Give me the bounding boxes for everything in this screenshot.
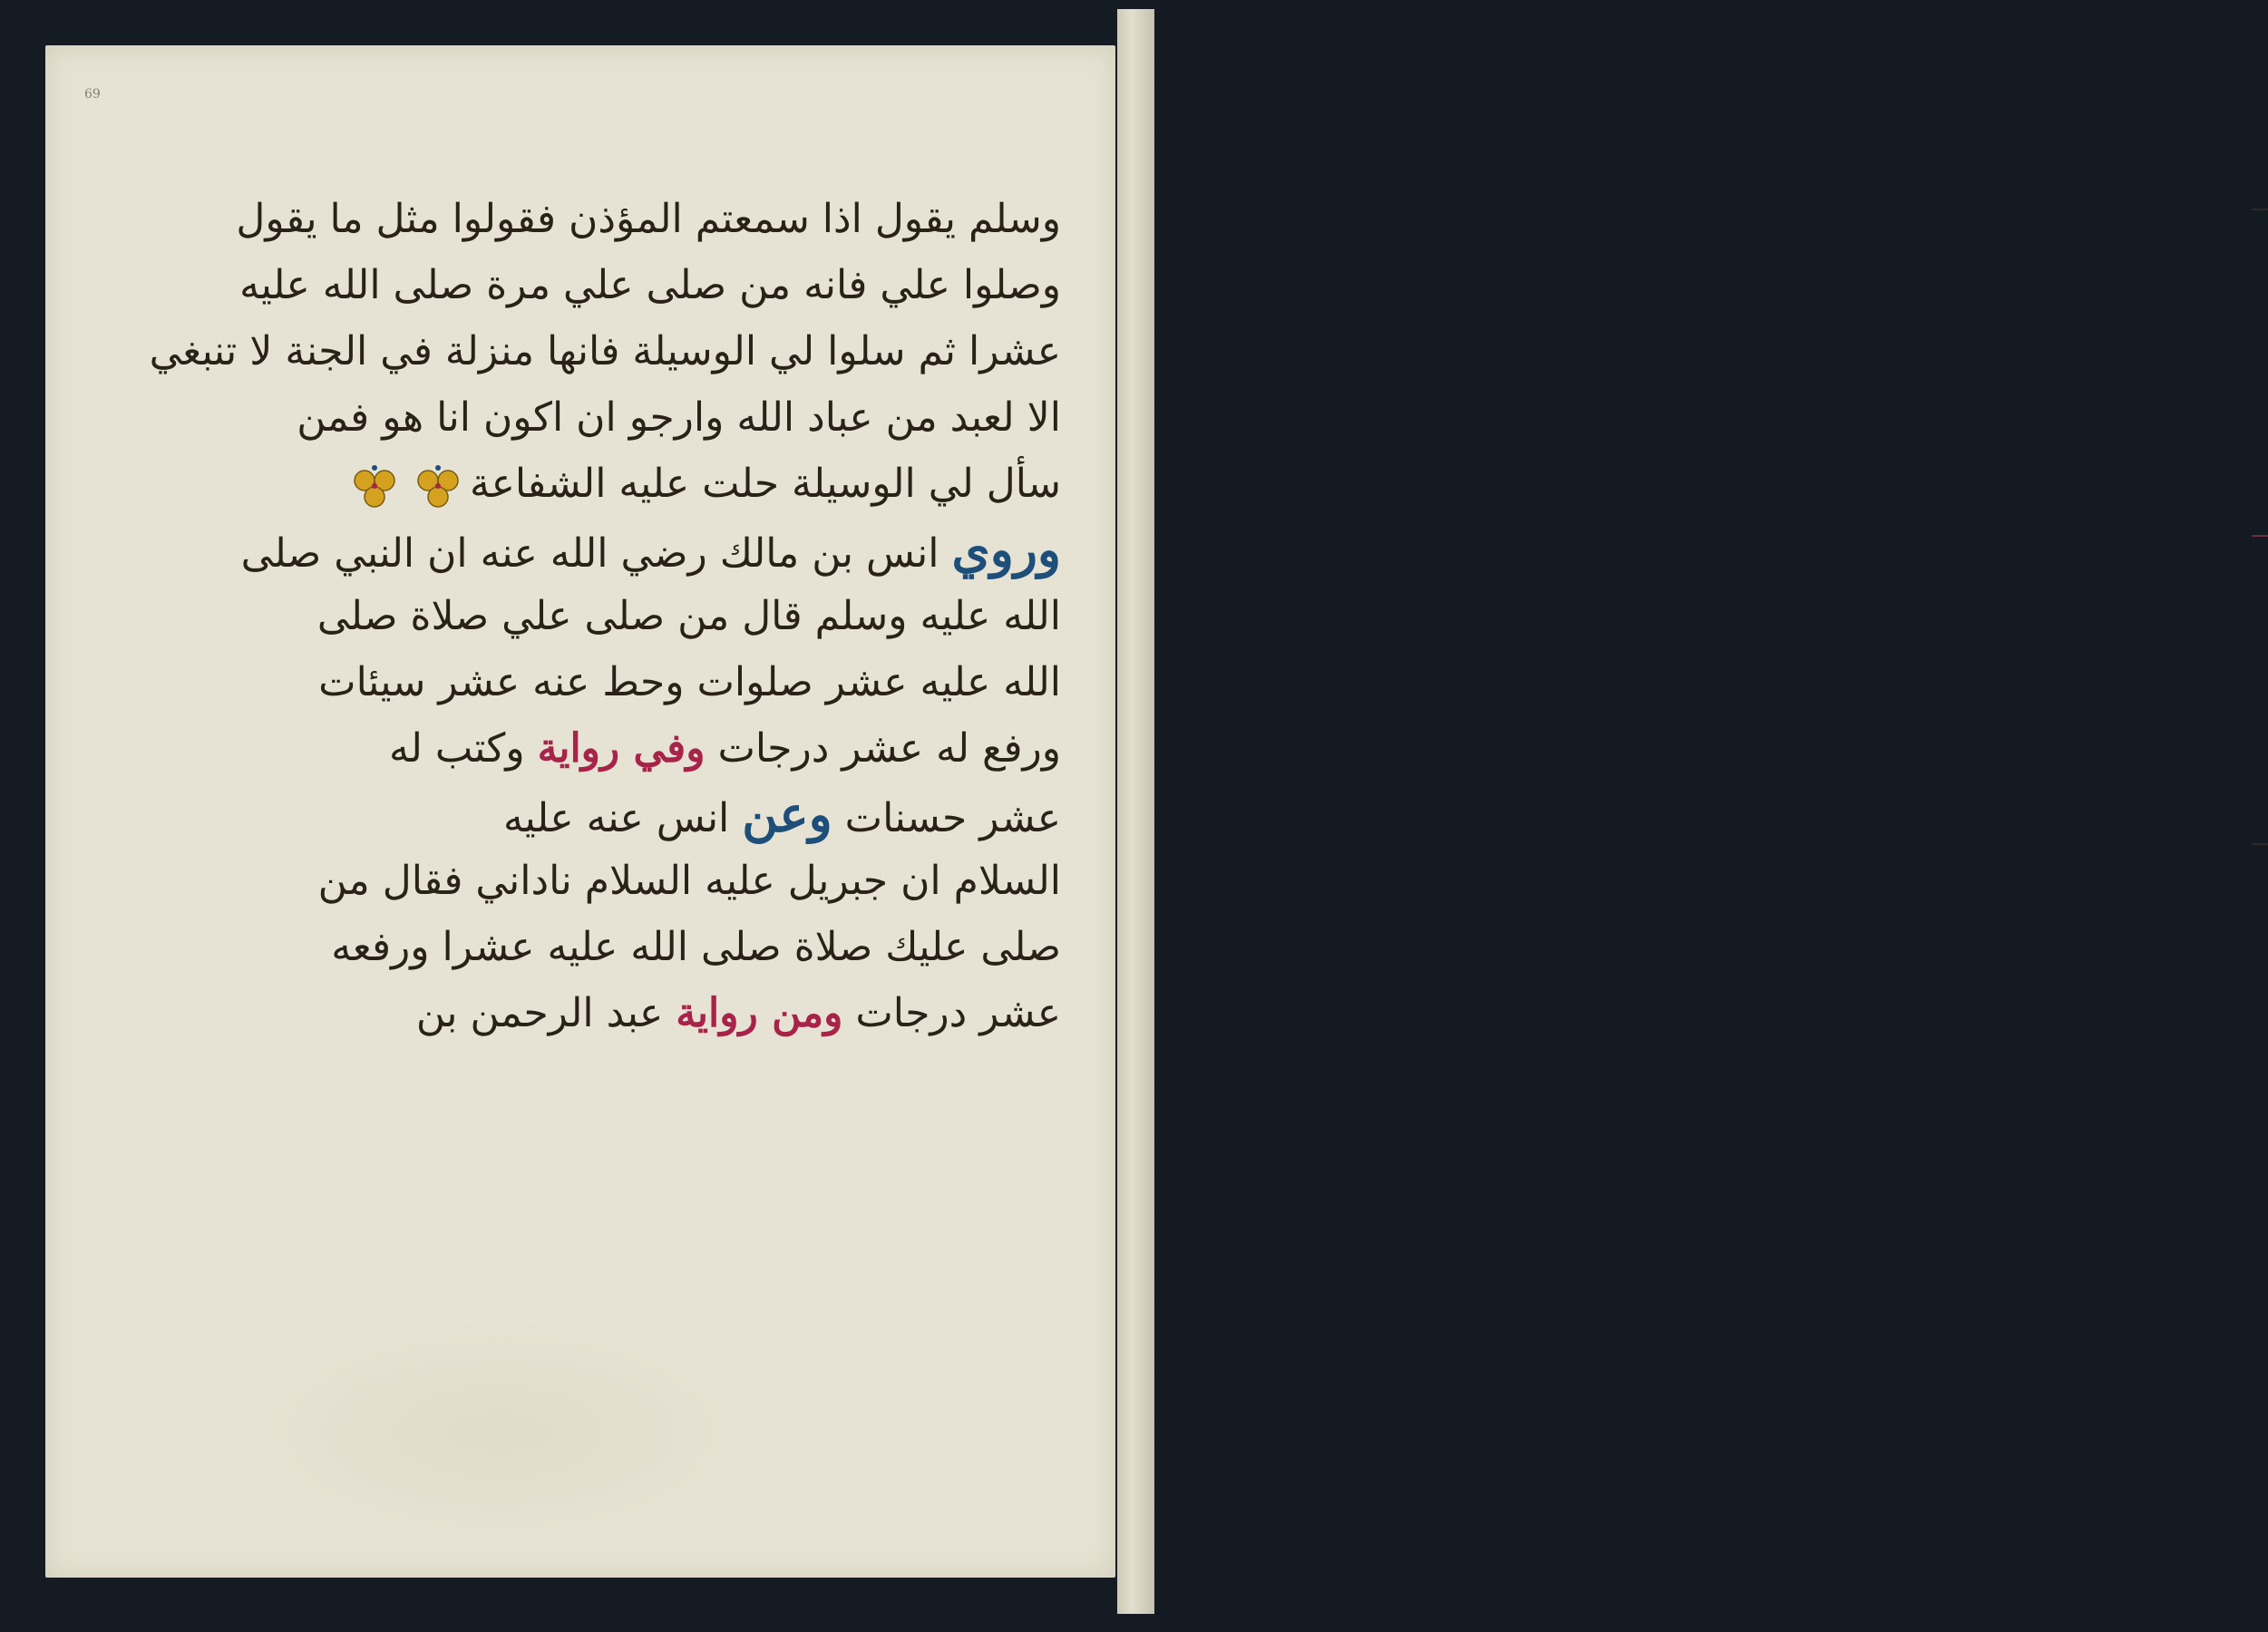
text-line	[316, 583, 1061, 649]
text-line	[318, 649, 1061, 715]
line-segment: عبد الرحمن بن	[415, 990, 677, 1036]
text-block	[149, 186, 1061, 1046]
text-line	[322, 451, 1061, 517]
line-segment: عشر درجات	[842, 990, 1061, 1036]
line-segment: الا لعبد من عباد الله وارجو ان اكون انا هو فمن	[297, 394, 1061, 441]
line-segment: وسلم يقول اذا سمعتم المؤذن فقولوا مثل ما يقول	[236, 196, 1061, 242]
edge-text-3: ـــ	[2252, 828, 2268, 850]
line-segment: انس بن مالك رضي الله عنه ان النبي صلى	[240, 530, 952, 577]
text-line	[240, 517, 1061, 583]
text-line	[322, 980, 1061, 1046]
text-line	[322, 914, 1061, 980]
text-line	[297, 384, 1061, 451]
line-segment: عشر حسنات	[832, 795, 1061, 841]
rubric-blue-segment: وروي	[951, 520, 1061, 578]
rubric-red-segment: ومن رواية	[676, 990, 843, 1036]
rubric-red-segment: وفي رواية	[537, 725, 706, 772]
line-segment: الله عليه عشر صلوات وحط عنه عشر سيئات	[318, 659, 1061, 705]
paper-stain	[227, 1315, 771, 1550]
line-segment: سأل لي الوسيلة حلت عليه الشفاعة	[470, 461, 1061, 507]
line-segment: عشرا ثم سلوا لي الوسيلة فانها منزلة في الجنة لا تنبغي	[149, 328, 1061, 374]
folio-number: 69	[84, 87, 101, 102]
line-segment: وكتب له	[388, 725, 538, 772]
text-line	[322, 782, 1061, 848]
line-segment: وصلوا علي فانه من صلى علي مرة صلى الله عليه	[239, 262, 1061, 308]
text-line	[322, 715, 1061, 782]
edge-text-1: ـــ	[2252, 193, 2268, 215]
text-line	[239, 252, 1061, 318]
line-segment: صلى عليك صلاة صلى الله عليه عشرا ورفعه	[331, 924, 1061, 970]
adjacent-page-edge	[1117, 9, 2268, 1614]
line-segment: السلام ان جبريل عليه السلام ناداني فقال من	[317, 858, 1061, 904]
verse-marker-ornament-icon	[350, 462, 399, 511]
line-segment: ورفع له عشر درجات	[705, 725, 1061, 772]
text-line	[317, 848, 1061, 914]
edge-text-2: ـــ	[2252, 520, 2268, 541]
text-line	[236, 186, 1061, 252]
rubric-blue-segment: وعن	[742, 785, 832, 843]
line-segment: الله عليه وسلم قال من صلى علي صلاة صلى	[316, 593, 1061, 639]
verse-marker-ornament-icon	[414, 462, 462, 511]
text-line	[149, 318, 1061, 384]
line-segment: انس عنه عليه	[502, 795, 743, 841]
